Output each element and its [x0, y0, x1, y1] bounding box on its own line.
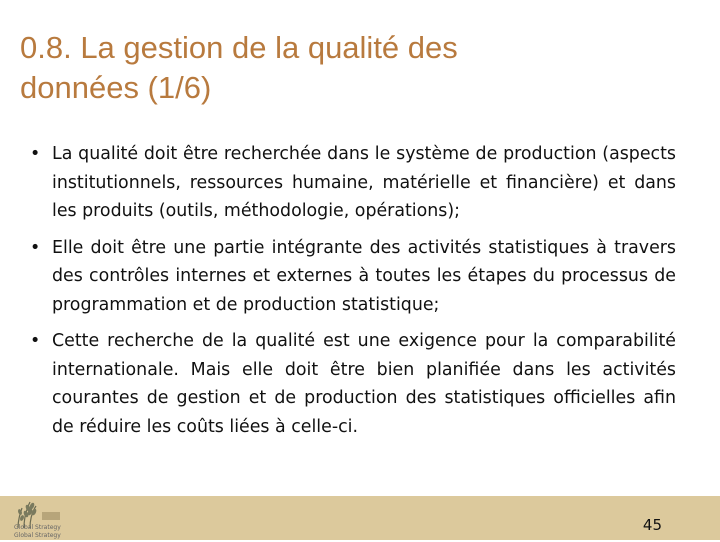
- bullet-item-3: [30, 327, 676, 441]
- bullet-text-2: Elle doit être une partie intégrante des activités statistiques à travers des contrôles internes et externes à toutes les étapes du processus de programmation et de production statistique;: [52, 237, 676, 315]
- page-number: 45: [642, 516, 662, 534]
- bullet-dot: •: [30, 144, 41, 164]
- bullet-item-1: [30, 140, 676, 226]
- bullet-text-1: La qualité doit être recherchée dans le système de production (aspects institutionnels, ressources humaine, matérielle et financière) et dans les produits (outils, méthodologie, opérations);: [52, 144, 676, 221]
- logo-text-2: Global Strategy: [14, 532, 61, 539]
- bullet-item-2: [30, 234, 676, 320]
- wheat-logo-icon: [6, 498, 66, 538]
- bullet-dot: •: [30, 331, 41, 351]
- title-line-1: 0.8. La gestion de la qualité des: [20, 30, 458, 65]
- footer-bar: [0, 496, 720, 540]
- bullet-dot: •: [30, 237, 41, 258]
- page-title: [20, 28, 700, 108]
- logo-text-1: Global Strategy: [14, 524, 61, 531]
- title-line-2: données (1/6): [20, 70, 212, 105]
- bullet-text-3: Cette recherche de la qualité est une exigence pour la comparabilité internationale. Mais elle doit être bien planifiée dans les activités courantes de gestion et de production des statistiques officielles afin de réduire les coûts liées à celle-ci.: [52, 331, 676, 437]
- bullet-list: [30, 140, 676, 449]
